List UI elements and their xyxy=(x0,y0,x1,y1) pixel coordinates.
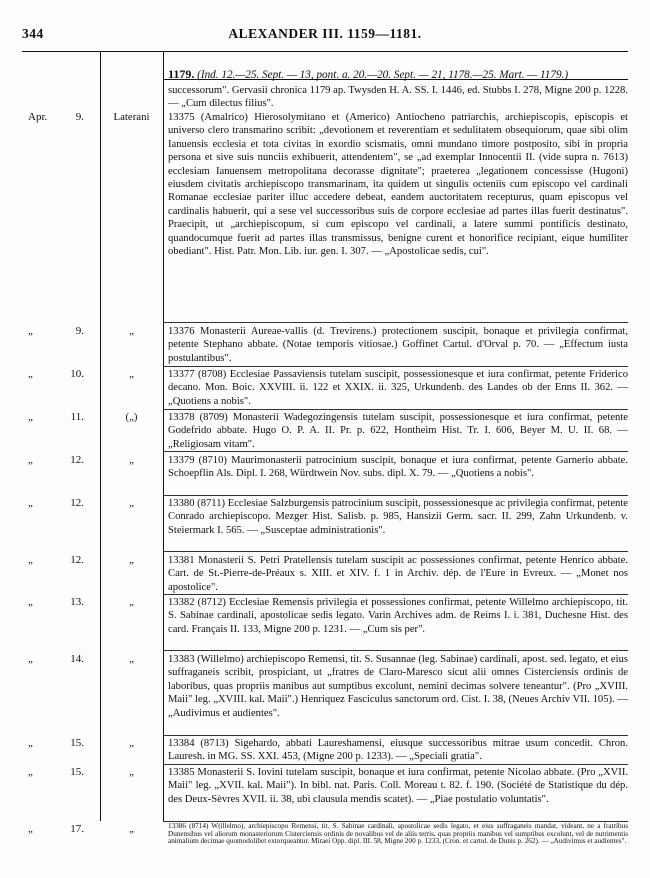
entry-month: Apr. xyxy=(28,111,48,123)
entry-date xyxy=(28,411,98,424)
entry-place: „ xyxy=(129,737,134,749)
entry-date xyxy=(28,653,98,666)
entry-place: („) xyxy=(125,411,138,423)
entry-place: „ xyxy=(129,596,134,608)
entry-date xyxy=(28,766,98,779)
entry-day: 14. xyxy=(70,653,84,665)
entry-month: „ xyxy=(28,411,33,423)
entry-text: 13386 (8714) W(illelmo), archiepiscopo Remensi, tit. S. Sabinae cardinali, apostolicae sedis legato, et eius suffraganeis mandat, videant, ne a fratribus Dunensibus vel aliorum monasteriorum Cisterciensis ordinis de novalibus vel de aliis terris, quas propriis manibus vel sumptibus excolunt, vel de nutrimentis animalium decimae quomodolibet extorqueantur. Miraei Opp. dipl. III. 58, Migne 200 p. 1233, (Cron. et cartul. de Dunis p. 262). — „Audivimus et audientes". xyxy=(168,822,628,846)
entry-separator xyxy=(163,650,628,651)
entry-month: „ xyxy=(28,325,33,337)
entry-date xyxy=(28,737,98,750)
entry-day: 9. xyxy=(75,325,84,337)
entry-text: successorum". Gervasii chronica 1179 ap. Twysden H. A. SS. I. 1446, ed. Stubbs I. 278, Migne 200 p. 1228. — „Cum dilectus filius". xyxy=(168,85,628,110)
page-number: 344 xyxy=(22,26,44,41)
entry-place: „ xyxy=(129,368,134,380)
entry-month: „ xyxy=(28,596,33,608)
entry-place: „ xyxy=(129,766,134,778)
year-label: 1179. xyxy=(168,67,195,81)
entry-day: 17. xyxy=(70,823,84,835)
entry-place: „ xyxy=(129,325,134,337)
entry-text: 13385 Monasterii S. Iovini tutelam suscipit, bonaque et iura confirmat, petente Nicolao abbate. (Pro „XVII. Maii" leg. „XVII. kal. Maii"). In bibl. nat. Paris. Coll. Moreau t. 82. f. 190. (Société de Statistique du dép. des Deux-Sèvres XVII. ii. 38, ubi clausula mendis scatet). — „Piae postulatio voluntatis". xyxy=(168,767,628,805)
entry-text: 13379 (8710) Maurimonasterii patrocinium suscipit, bonaque et iura confirmat, petente Garnerio abbate. Schoepflin Als. Dipl. I. 268, Würdtwein Nov. subs. dipl. X. 79. — „Quotiens a nobis". xyxy=(168,455,628,480)
entry-month: „ xyxy=(28,823,33,835)
entry-text: 13382 (8712) Ecclesiae Remensis privilegia et possessiones confirmat, petente Willelmo archiepiscopo, tit. S. Sabinae cardinali, apostolicae sedis legato. Varin Archives adm. de Reims I. i. 381, Duchesne Hist. des card. Français II. 133, Migne 200 p. 1231. — „Cum sis per". xyxy=(168,597,628,635)
date-column-divider xyxy=(100,51,101,821)
entry-day: 13. xyxy=(70,596,84,608)
entry-text: 13381 Monasterii S. Petri Pratellensis tutelam suscipit ac possessiones confirmat, petente Henrico abbate. Cart. de St.-Pierre-de-Préaux s. XIII. et XIV. f. 1 in Archiv. dép. de l'Eure in Evreux. — „Monet nos apostolice". xyxy=(168,555,628,593)
entry-date xyxy=(28,454,98,467)
entry-text: 13383 (Willelmo) archiepiscopo Remensi, tit. S. Susannae (leg. Sabinae) cardinali, apost. sed. legato, et eius suffraganeis scribit, prospiciant, ut „fratres de Claro-Maresco sicut alii omnes Cisterciensis ordinis de laboribus, quas propriis manibus aut sumptibus excolunt, nemini decimas solvere teneantur". (Pro „XVIII. Maii" leg. „XVIII. kal. Maii".) Henriquez Fasciculus sanctorum ord. Cist. I. 38, (Neues Archiv VII. 105). — „Audivimus et audientes". xyxy=(168,654,628,719)
entry-date xyxy=(28,823,98,836)
header-rule xyxy=(22,51,628,52)
entry-text: 13377 (8708) Ecclesiae Passaviensis tutelam suscipit, possessionesque et iura confirmat, petente Friderico decano. Mon. Boic. XXVIII. ii. 122 et XXIX. ii. 325, Urkundenb. des Landes ob der Enns II. 362. — „Quotiens a nobis". xyxy=(168,369,628,407)
entry-text: 13378 (8709) Monasterii Wadegozingensis tutelam suscipit, possessionesque et iura confirmat, petente Godefrido abbate. Hugo O. P. A. II. Pr. p. 622, Hontheim Hist. Tr. I. 606, Beyer M. U. II. 68. — „Religiosam vitam". xyxy=(168,412,628,450)
entry-date xyxy=(28,111,98,124)
running-head xyxy=(22,26,628,44)
entry-text: 13380 (8711) Ecclesiae Salzburgensis patrocinium suscipit, possessionesque ac privilegia confirmat, petente Conrado archiepiscopo. Mezger Hist. Salisb. p. 985, Hansizii Germ. sacr. II. 299, Zahn Urkundenb. v. Steiermark I. 565. — „Susceptae administrationis". xyxy=(168,498,628,536)
running-title: ALEXANDER III. 1159—1181. xyxy=(228,26,422,41)
entry-place: „ xyxy=(129,454,134,466)
place-column-divider xyxy=(163,51,164,821)
entry-separator xyxy=(163,409,628,410)
entry-month: „ xyxy=(28,454,33,466)
entry-text: 13375 (Amalrico) Hierosolymitano et (Americo) Antiocheno patriarchis, archiepiscopis, episcopis et universo clero transmarino scribit: „devotionem et reverentiam et sedulitatem obsequiorum, quae sibi olim Ianuensis ecclesia et tota civitas in exordio scismatis, omni mundano timore postposito, sibi in propria persona et sive suis nunciis exhibuerit, attendentem", se „ad exemplar Innocentii II. (vide supra n. 7613) ecclesiam Ianuensem metropolitana decorasse dignitate"; praeterea „legationem concessisse (Hugoni) eiusdem civitatis archiepiscopo transmarinam, ita quidem ut singulis octeniis cum episcopo vel cardinali Romanae ecclesiae pariter illuc accedere debeat, eandem auctoritatem recepturus, quam episcopus vel cardinalis habuerit, qui a sese vel successoribus suis de corpore ecclesiae ad partes illas fuerit destinatus". Praecipit, ut „archiepiscopum, si cum episcopo vel cardinali, a latere summi pontificis destinato, quandocumque fuerit ad partes illas transmissus, benigne curent et honorifice recipiant, eique humiliter obediant". Hist. Patr. Mon. Lib. iur. gen. I. 307. — „Apostolicae sedis, cui". xyxy=(168,112,628,258)
entry-separator xyxy=(163,764,628,765)
entry-separator xyxy=(163,594,628,595)
entry-month: „ xyxy=(28,653,33,665)
entry-place: „ xyxy=(129,823,134,835)
year-line xyxy=(168,68,628,82)
entry-day: 9. xyxy=(75,111,84,123)
entry-separator xyxy=(163,366,628,367)
entry-place: „ xyxy=(129,497,134,509)
entry-day: 12. xyxy=(70,554,84,566)
entry-separator xyxy=(163,451,628,452)
entry-day: 10. xyxy=(70,368,84,380)
entry-day: 12. xyxy=(70,454,84,466)
entry-separator xyxy=(163,735,628,736)
entry-month: „ xyxy=(28,497,33,509)
entry-separator xyxy=(163,495,628,496)
entry-place: „ xyxy=(129,554,134,566)
entry-date xyxy=(28,497,98,510)
entry-day: 11. xyxy=(70,411,84,423)
entry-separator xyxy=(163,322,628,323)
entry-month: „ xyxy=(28,737,33,749)
entry-month: „ xyxy=(28,766,33,778)
entry-place: „ xyxy=(129,653,134,665)
entry-date xyxy=(28,368,98,381)
entry-date xyxy=(28,325,98,338)
entry-date xyxy=(28,554,98,567)
year-details: (Ind. 12.—25. Sept. — 13, pont. a. 20.—20. Sept. — 21, 1178.—25. Mart. — 1179.) xyxy=(197,69,569,81)
entry-text: 13376 Monasterii Aureae-vallis (d. Trevirens.) protectionem suscipit, bonaque et privilegia confirmat, petente Stephano abbate. (Notae temporis vitiosae.) Goffinet Cartul. d'Orval p. 70. — „Effectum iusta postulantibus". xyxy=(168,326,628,364)
entry-place: Laterani xyxy=(113,111,150,123)
entry-day: 12. xyxy=(70,497,84,509)
entry-month: „ xyxy=(28,554,33,566)
year-line-rule xyxy=(163,79,628,80)
entry-text: 13384 (8713) Sigehardo, abbati Laureshamensi, eiusque successoribus mitrae usum concedit. Chron. Lauresh. in MG. SS. XXI. 453, (Migne 200 p. 1233). — „Speciali gratia". xyxy=(168,738,628,763)
entry-day: 15. xyxy=(70,737,84,749)
entry-date xyxy=(28,596,98,609)
entry-month: „ xyxy=(28,368,33,380)
entry-separator xyxy=(163,551,628,552)
entry-day: 15. xyxy=(70,766,84,778)
